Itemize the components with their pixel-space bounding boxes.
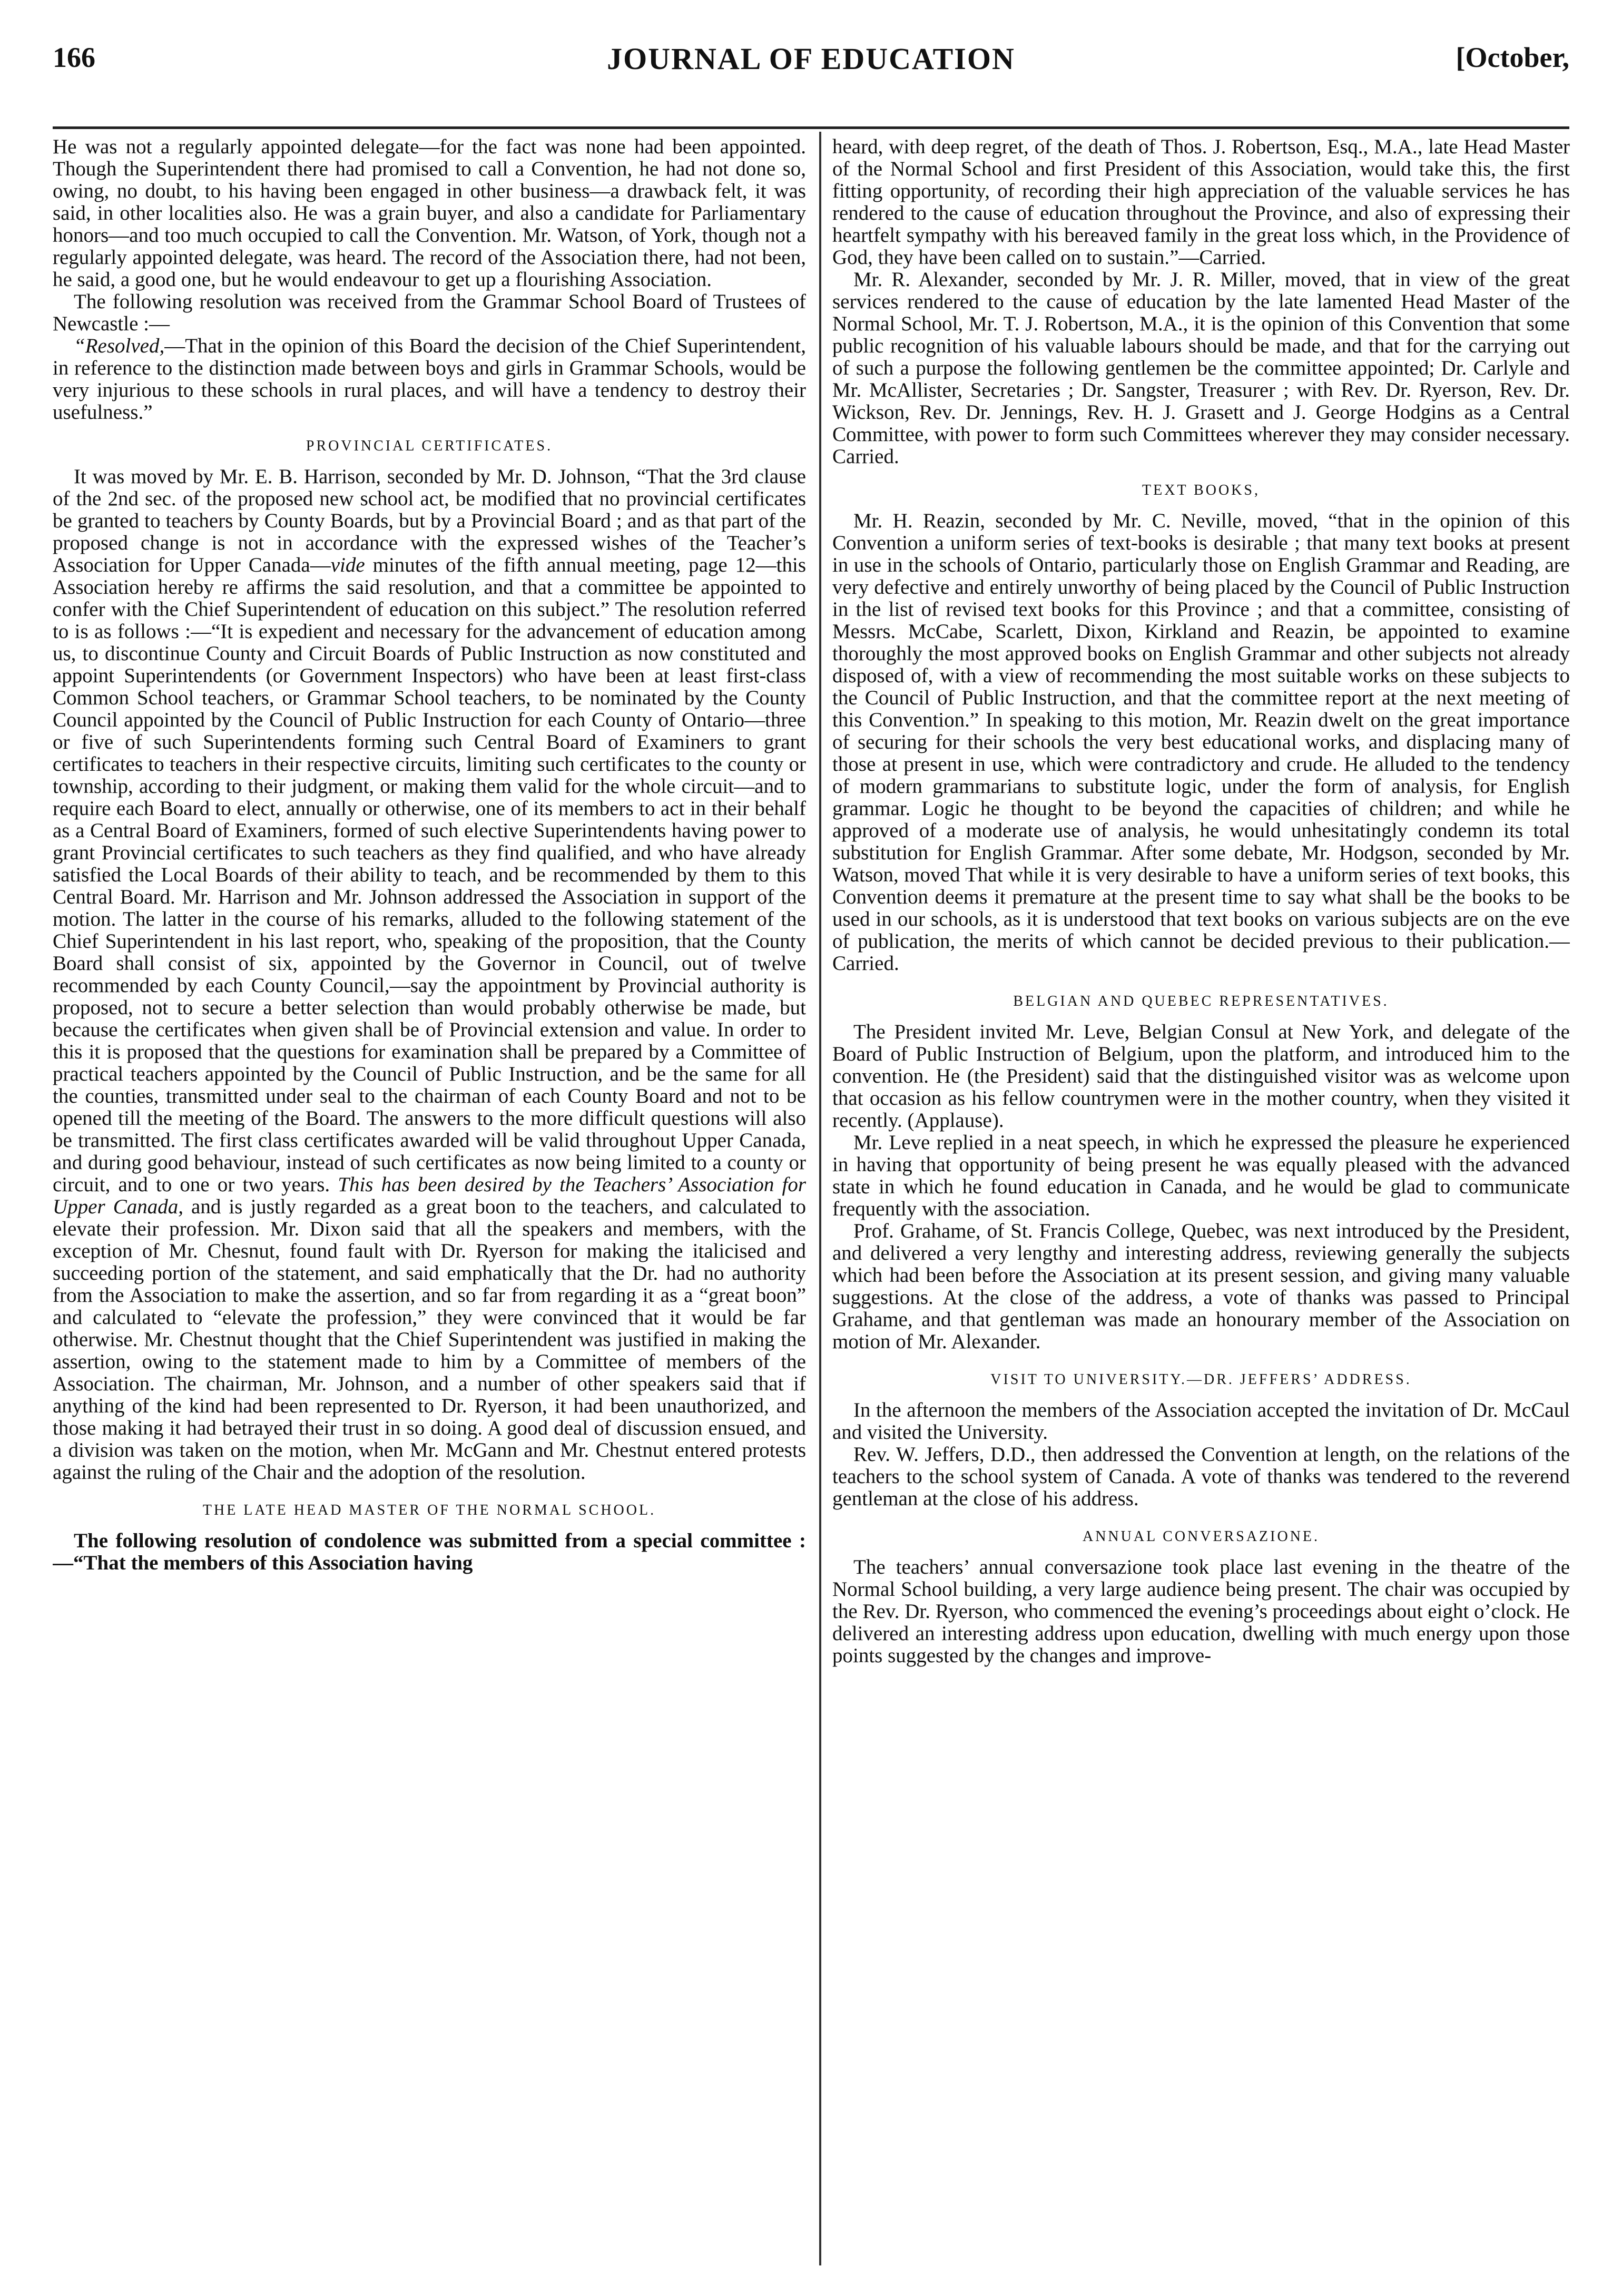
paragraph-text: It was moved by Mr. E. B. Harrison, seconded by Mr. D. Johnson, “That the 3rd clause of the 2nd sec. of the proposed new school act, be modified that no provincial certificates be granted to teachers by County Boards, but by a Provincial Board ; and as that part of the proposed change is not in accordance with the expressed wishes of the Teacher’s Association for Upper Canada— bbox=[53, 465, 806, 576]
paragraph: Mr. Leve replied in a neat speech, in which he expressed the pleasure he experienced in having that opportunity of being present he was equally pleased with the advanced state in which he found education in Canada, and he would be glad to communicate frequently with the association. bbox=[832, 1131, 1570, 1220]
paragraph: In the afternoon the members of the Association accepted the invitation of Dr. McCaul and visited the University. bbox=[832, 1399, 1570, 1444]
paragraph: The teachers’ annual conversazione took place last evening in the theatre of the Normal School building, a very large audience being present. The chair was occupied by the Rev. Dr. Ryerson, who commenced the evening’s proceedings about eight o’clock. He delivered an interesting address upon education, dwelling with much energy upon those points suggested by the changes and improve- bbox=[832, 1556, 1570, 1667]
paragraph-text: minutes of the fifth annual meeting, page 12—this Association hereby re affirms the said resolution, and that a committee be appointed to confer with the Chief Superintendent of education on this subject.” The resolution referred to is as follows :—“It is expedient and necessary for the advancement of education among us, to discontinue County and Circuit Boards of Public Instruction as now constituted and appoint Superintendents (or Government Inspectors) who have been at least first-class Common School teachers, or Grammar School teachers, to be nominated by the County Council appointed by the Council of Public Instruction for each County of Ontario—three or five of such Superintendents forming such Central Board of Examiners to grant certificates to teachers in their respective circuits, limiting such certificates to the county or township, according to their judgment, or making them valid for the whole circuit—and to require each Board to elect, annually or otherwise, one of its members to act in their behalf as a Central Board of Examiners, formed of such elective Superintendents having power to grant Provincial certificates to such teachers as they find qualified, and who have already satisfied the Local Boards of their ability to teach, and be recommended by them to this Central Board. Mr. Harrison and Mr. Johnson addressed the Association in support of the motion. The latter in the course of his remarks, alluded to the following statement of the Chief Superintendent in his last report, who, speaking of the proposition, that the County Board shall consist of six, appointed by the Governor in Council, out of twelve recommended by each County Council,—say the appointment by Provincial authority is proposed, not to secure a better selection than would probably otherwise be made, but because the certificates when given shall be of Provincial extension and value. In order to this it is proposed that the questions for examination shall be prepared by a Committee of practical teachers appointed by the Council of Public Instruction, and be the same for all the counties, transmitted under seal to the chairman of each County Board and not to be opened till the meeting of the Board. The answers to the more difficult questions will also be transmitted. The first class certificates awarded will be valid throughout Upper Canada, and during good behaviour, instead of such certificates as now being limited to a county or circuit, and to one or two years. bbox=[53, 554, 806, 1196]
paragraph: The President invited Mr. Leve, Belgian Consul at New York, and delegate of the Board of Public Instruction of Belgium, upon the platform, and introduced him to the convention. He (the President) said that the distinguished visitor was as welcome upon that occasion as his fellow countrymen were in the mother country, when they visited it recently. (Applause). bbox=[832, 1021, 1570, 1132]
section-heading-text-books: TEXT BOOKS, bbox=[1142, 482, 1260, 498]
section-heading-annual-conversazione: ANNUAL CONVERSAZIONE. bbox=[1082, 1528, 1320, 1545]
page-number: 166 bbox=[53, 42, 95, 73]
running-month: [October, bbox=[1456, 42, 1569, 73]
resolved-word: “Resolved, bbox=[74, 335, 165, 357]
italic-passage: This has been desired by the Teachers’ Association for Upper Canada, bbox=[53, 1173, 806, 1218]
paragraph: heard, with deep regret, of the death of Thos. J. Robertson, Esq., M.A., late Head Master of the Normal School and first President of this Association, would take this, the first fitting opportunity, of recording their high appreciation of the valuable services he has rendered to the cause of education throughout the Province, and also of expressing their heartfelt sympathy with his bereaved family in the great loss which, in the Providence of God, they have been called on to sustain.”—Carried. bbox=[832, 136, 1570, 269]
left-column bbox=[53, 136, 806, 2259]
section-heading-visit-university: VISIT TO UNIVERSITY.—DR. JEFFERS’ ADDRESS. bbox=[990, 1371, 1412, 1388]
paragraph: Prof. Grahame, of St. Francis College, Quebec, was next introduced by the President, and delivered a very lengthy and interesting address, reviewing generally the subjects which had been before the Association at its present session, and giving many valuable suggestions. At the close of the address, a vote of thanks was passed to Principal Grahame, and that gentleman was made an honourary member of the Association on motion of Mr. Alexander. bbox=[832, 1220, 1570, 1353]
paragraph-text: —That in the opinion of this Board the decision of the Chief Superintendent, in reference to the distinction made between boys and girls in Grammar Schools, would be very injurious to these schools in rural places, and will have a tendency to destroy their usefulness.” bbox=[53, 335, 806, 424]
italic-vide: vide bbox=[330, 554, 365, 576]
paragraph bbox=[53, 335, 806, 424]
section-heading-provincial-certificates: PROVINCIAL CERTIFICATES. bbox=[306, 438, 553, 454]
page-header bbox=[53, 41, 1569, 89]
running-title: JOURNAL OF EDUCATION bbox=[607, 42, 1015, 76]
header-rule bbox=[53, 126, 1569, 129]
paragraph: Mr. H. Reazin, seconded by Mr. C. Neville, moved, “that in the opinion of this Convention a uniform series of text-books is desirable ; that many text books at present in use in the schools of Ontario, particularly those on English Grammar and Reading, are very defective and entirely unworthy of being placed by the Council of Public Instruction in the list of revised text books for this Province ; and that a committee, consisting of Messrs. McCabe, Scarlett, Dixon, Kirkland and Reazin, be appointed to examine thoroughly the most approved books on English Grammar and other subjects not already disposed of, with a view of recommending the most suitable works on these subjects to the Council of Public Instruction, and that the committee report at the next meeting of this Convention.” In speaking to this motion, Mr. Reazin dwelt on the great importance of securing for their schools the very best educational works, and displacing many of those at present in use, which were contradictory and crude. He alluded to the tendency of modern grammarians to substitute logic, under the form of analysis, for English grammar. Logic he thought to be beyond the capacities of children; and while he approved of a moderate use of analysis, he would unhesitatingly condemn its total substitution for English Grammar. After some debate, Mr. Hodgson, seconded by Mr. Watson, moved That while it is very desirable to have a uniform series of text books, this Convention deems it premature at the present time to say what shall be the books to be used in our schools, as it is understood that text books on various subjects are on the eve of publication, the merits of which cannot be decided previous to their publication.—Carried. bbox=[832, 509, 1570, 975]
paragraph-text: and is justly regarded as a great boon to the teachers, and calculated to elevate their profession. Mr. Dixon said that all the speakers and members, with the exception of Mr. Chesnut, found fault with Dr. Ryerson for making the italicised and succeeding portion of the statement, and said emphatically that the Dr. had no authority from the Association to make the assertion, and so far from regarding it as a “great boon” and calculated to “elevate the profession,” they were convinced that it would be far otherwise. Mr. Chestnut thought that the Chief Superintendent was justified in making the assertion, owing to the statement made to him by a Committee of members of the Association. The chairman, Mr. Johnson, and a number of other speakers said that if anything of the kind had been represented to Dr. Ryerson, it had been unauthorized, and those making it had betrayed their trust in so doing. A good deal of discussion ensued, and a division was taken on the motion, when Mr. McGann and Mr. Chestnut entered protests against the ruling of the Chair and the adoption of the resolution. bbox=[53, 1195, 806, 1484]
right-column bbox=[832, 136, 1570, 2259]
paragraph bbox=[53, 466, 806, 1484]
section-heading-late-head-master: THE LATE HEAD MASTER OF THE NORMAL SCHOOL. bbox=[202, 1502, 656, 1518]
paragraph: Mr. R. Alexander, seconded by Mr. J. R. Miller, moved, that in view of the great services rendered to the cause of education by the late lamented Head Master of the Normal School, Mr. T. J. Robertson, M.A., it is the opinion of this Convention that some public recognition of his valuable labours should be made, and that for the carrying out of such a purpose the following gentlemen be the committee appointed; Dr. Carlyle and Mr. McAllister, Secretaries ; Dr. Sangster, Treasurer ; with Rev. Dr. Ryerson, Rev. Dr. Wickson, Rev. Dr. Jennings, Rev. H. J. Grasett and J. George Hodgins as a Central Committee, with power to form such Committees wherever they may consider necessary. Carried. bbox=[832, 268, 1570, 468]
paragraph: Rev. W. Jeffers, D.D., then addressed the Convention at length, on the relations of the teachers to the school system of Canada. A vote of thanks was tendered to the reverend gentleman at the close of his address. bbox=[832, 1443, 1570, 1510]
paragraph: The following resolution was received from the Grammar School Board of Trustees of Newcastle :— bbox=[53, 290, 806, 335]
paragraph: The following resolution of condolence was submitted from a special committee :—“That the members of this Association having bbox=[53, 1529, 806, 1574]
column-divider bbox=[819, 132, 821, 2265]
paragraph: He was not a regularly appointed delegate—for the fact was none had been appointed. Though the Superintendent there had promised to call a Convention, he had not done so, owing, no doubt, to his having been engaged in other business—a drawback felt, it was said, in other localities also. He was a grain buyer, and also a candidate for Parliamentary honors—and too much occupied to call the Convention. Mr. Watson, of York, though not a regularly appointed delegate, was heard. The record of the Association there, had not been, he said, a good one, but he would endeavour to get up a flourishing Association. bbox=[53, 136, 806, 291]
section-heading-belgian-quebec: BELGIAN AND QUEBEC REPRESENTATIVES. bbox=[1013, 993, 1389, 1009]
